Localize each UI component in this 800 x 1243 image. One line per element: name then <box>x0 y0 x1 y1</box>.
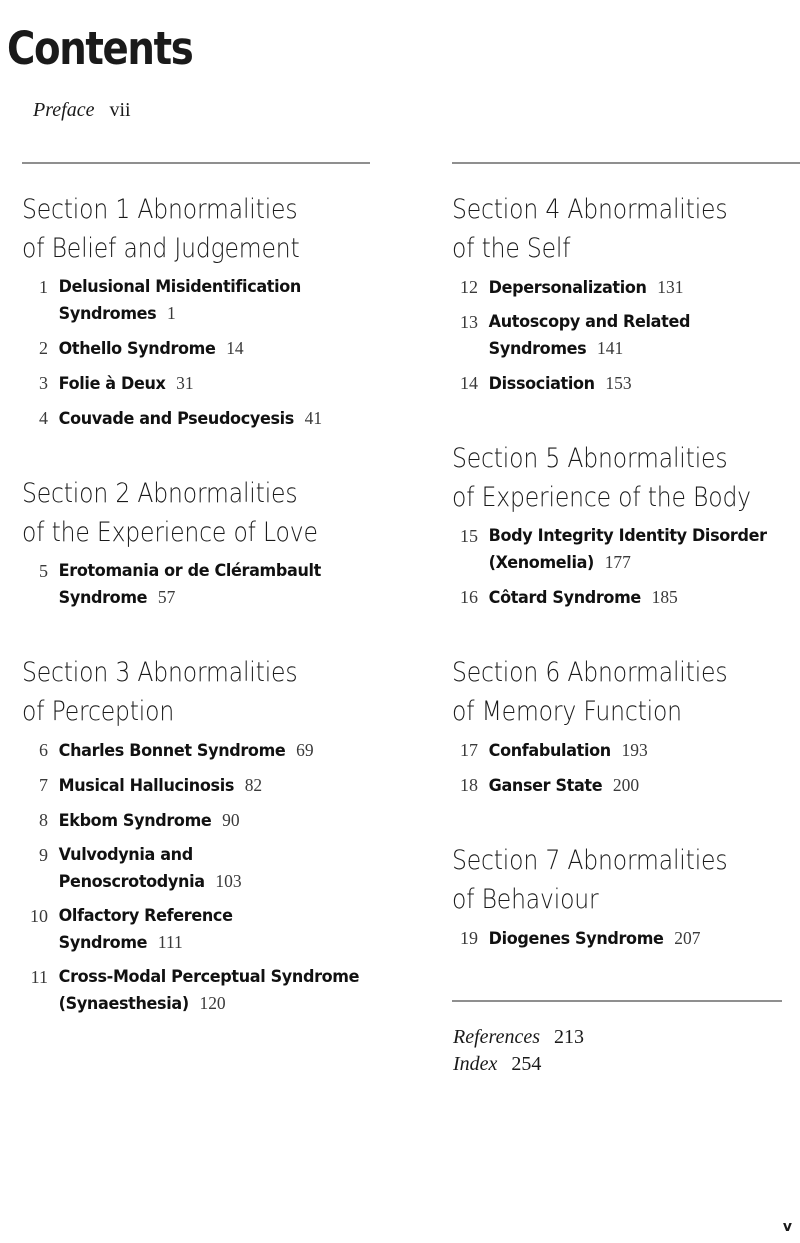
toc-entry-title: Musical Hallucinosis <box>58 776 235 795</box>
toc-entry-text <box>48 335 360 362</box>
toc-entry-page: 207 <box>674 928 701 948</box>
toc-entry-number: 2 <box>39 338 48 358</box>
toc-entry-page: 90 <box>222 810 240 830</box>
section-heading-7 <box>452 841 800 919</box>
section-block-4 <box>452 190 800 397</box>
toc-entry-title: Autoscopy and Related Syndromes <box>488 312 691 358</box>
section-heading-line-1: Section 1 Abnormalities <box>22 194 298 225</box>
toc-entry-number: 12 <box>460 277 478 297</box>
toc-entry-text <box>48 772 360 799</box>
back-matter-page: 213 <box>553 1026 584 1048</box>
section-heading-line-2: of the Experience of Love <box>22 517 318 548</box>
toc-entry-text <box>478 925 790 952</box>
toc-entry-page: 41 <box>304 408 323 428</box>
toc-entry[interactable] <box>22 405 370 432</box>
toc-entry-text <box>48 964 360 1017</box>
toc-entry-title: Body Integrity Identity Disorder (Xenomelia) <box>488 526 767 572</box>
toc-entry-number: 19 <box>460 928 478 948</box>
section-entries-4 <box>452 274 800 397</box>
toc-entry[interactable] <box>22 964 370 1017</box>
section-block-6 <box>452 653 800 799</box>
toc-entry[interactable] <box>22 842 370 895</box>
section-entries-7 <box>452 925 800 952</box>
toc-entry[interactable] <box>452 737 800 764</box>
toc-entry-text <box>478 309 790 362</box>
toc-entry-number: 1 <box>39 277 48 297</box>
toc-entry[interactable] <box>22 274 370 327</box>
toc-entry-title: Othello Syndrome <box>58 339 216 358</box>
toc-entry-title: Olfactory Reference Syndrome <box>58 906 233 952</box>
toc-entry-page: 200 <box>612 775 640 795</box>
back-matter-entry-index[interactable] <box>452 1051 800 1078</box>
section-block-2 <box>22 474 370 611</box>
toc-entry-title: Côtard Syndrome <box>488 588 641 607</box>
section-entries-1 <box>22 274 370 432</box>
toc-entry-page: 141 <box>597 338 624 358</box>
toc-entry[interactable] <box>452 309 800 362</box>
toc-entry[interactable] <box>452 925 800 952</box>
section-heading-line-2: of Experience of the Body <box>452 482 751 513</box>
back-matter-label: References <box>453 1026 540 1048</box>
toc-entry-text <box>478 584 790 611</box>
toc-entry[interactable] <box>22 807 370 834</box>
section-entries-3 <box>22 737 370 1017</box>
section-heading-line-1: Section 6 Abnormalities <box>452 657 728 688</box>
toc-entry-number: 6 <box>39 740 48 760</box>
toc-entry-text <box>48 405 360 432</box>
section-heading-line-2: of Perception <box>22 696 175 727</box>
toc-entry-text <box>48 903 360 956</box>
toc-entry-title: Ganser State <box>488 776 603 795</box>
toc-entry[interactable] <box>22 335 370 362</box>
back-matter-entry-references[interactable] <box>452 1024 800 1051</box>
section-entries-2 <box>22 558 370 611</box>
toc-entry[interactable] <box>452 274 800 301</box>
toc-entry-number: 9 <box>39 845 48 865</box>
section-heading-2 <box>22 474 370 552</box>
section-heading-line-1: Section 5 Abnormalities <box>452 443 728 474</box>
back-matter-block <box>452 1000 800 1078</box>
toc-entry-title: Delusional Misidentification Syndromes <box>58 277 301 323</box>
toc-entry-page: 120 <box>199 993 226 1013</box>
toc-entry-number: 3 <box>39 373 48 393</box>
toc-entry-title: Ekbom Syndrome <box>58 811 212 830</box>
toc-entry-title: Diogenes Syndrome <box>488 929 664 948</box>
toc-entry-number: 11 <box>30 967 48 987</box>
toc-entry-page: 153 <box>605 373 632 393</box>
toc-entry-text <box>478 737 790 764</box>
section-heading-4 <box>452 190 800 268</box>
toc-entry-title: Confabulation <box>488 741 611 760</box>
section-heading-line-2: of Belief and Judgement <box>22 233 300 264</box>
section-block-7 <box>452 841 800 952</box>
toc-entry-title: Charles Bonnet Syndrome <box>58 741 286 760</box>
section-block-3 <box>22 653 370 1017</box>
toc-entry-title: Folie à Deux <box>58 374 166 393</box>
back-matter-label: Index <box>453 1053 498 1075</box>
toc-entry-page: 193 <box>621 740 648 760</box>
toc-entry-page: 103 <box>215 871 242 891</box>
section-entries-6 <box>452 737 800 799</box>
toc-entry-text <box>478 523 790 576</box>
toc-entry[interactable] <box>452 772 800 799</box>
toc-entry-number: 5 <box>39 561 48 581</box>
toc-entry[interactable] <box>22 370 370 397</box>
toc-entry[interactable] <box>452 523 800 576</box>
toc-entry-number: 7 <box>39 775 48 795</box>
toc-entry-page: 111 <box>157 932 183 952</box>
toc-entry-number: 15 <box>460 526 478 546</box>
toc-entry[interactable] <box>22 772 370 799</box>
toc-entry-number: 4 <box>39 408 48 428</box>
toc-column-right <box>452 162 800 1078</box>
toc-entry-title: Dissociation <box>488 374 595 393</box>
toc-entry-title: Vulvodynia and Penoscrotodynia <box>58 845 205 891</box>
section-block-5 <box>452 439 800 611</box>
section-heading-5 <box>452 439 800 517</box>
front-matter-entry-preface <box>33 99 131 122</box>
toc-entry-page: 1 <box>167 303 176 323</box>
section-heading-1 <box>22 190 370 268</box>
toc-entry-text <box>48 558 360 611</box>
back-matter-rule <box>452 1000 782 1002</box>
toc-entry-page: 131 <box>657 277 684 297</box>
toc-entry-page: 69 <box>296 740 314 760</box>
front-matter-page: vii <box>109 99 131 121</box>
toc-entry-text <box>48 842 360 895</box>
toc-entry-text <box>48 807 360 834</box>
toc-entry-number: 18 <box>460 775 478 795</box>
front-matter-label: Preface <box>33 99 95 121</box>
toc-entry-number: 14 <box>460 373 478 393</box>
page-title: Contents <box>7 22 193 76</box>
toc-entry-text <box>478 370 790 397</box>
section-heading-line-2: of the Self <box>452 233 571 264</box>
toc-column-left <box>22 162 370 1025</box>
toc-entry-title: Cross-Modal Perceptual Syndrome (Synaesthesia) <box>58 967 360 1013</box>
toc-entry-number: 13 <box>460 312 478 332</box>
section-heading-6 <box>452 653 800 731</box>
section-heading-3 <box>22 653 370 731</box>
section-entries-5 <box>452 523 800 611</box>
section-heading-line-1: Section 7 Abnormalities <box>452 845 728 876</box>
toc-entry-title: Depersonalization <box>488 278 647 297</box>
toc-entry-number: 17 <box>460 740 478 760</box>
toc-entry-number: 16 <box>460 587 478 607</box>
toc-entry[interactable] <box>22 558 370 611</box>
toc-entry[interactable] <box>22 903 370 956</box>
toc-entry-number: 10 <box>30 906 48 926</box>
toc-entry-text <box>48 737 360 764</box>
toc-entry-text <box>48 274 360 327</box>
toc-entry-page: 177 <box>604 552 631 572</box>
toc-entry[interactable] <box>452 584 800 611</box>
section-heading-line-1: Section 2 Abnormalities <box>22 478 298 509</box>
page-folio: v <box>782 1219 792 1235</box>
section-block-1 <box>22 190 370 432</box>
toc-entry-text <box>478 274 790 301</box>
toc-entry-title: Erotomania or de Clérambault Syndrome <box>58 561 321 607</box>
toc-entry-page: 14 <box>226 338 244 358</box>
section-heading-line-2: of Behaviour <box>452 884 599 915</box>
toc-entry[interactable] <box>22 737 370 764</box>
toc-entry-page: 185 <box>651 587 678 607</box>
toc-entry-number: 8 <box>39 810 48 830</box>
toc-entry-page: 31 <box>176 373 194 393</box>
section-heading-line-2: of Memory Function <box>452 696 682 727</box>
toc-entry-title: Couvade and Pseudocyesis <box>58 409 295 428</box>
section-heading-line-1: Section 4 Abnormalities <box>452 194 728 225</box>
toc-entry-page: 57 <box>157 587 176 607</box>
toc-entry-text <box>478 772 790 799</box>
toc-entry-text <box>48 370 360 397</box>
toc-entry[interactable] <box>452 370 800 397</box>
section-heading-line-1: Section 3 Abnormalities <box>22 657 298 688</box>
toc-entry-page: 82 <box>244 775 263 795</box>
back-matter-page: 254 <box>511 1053 542 1075</box>
